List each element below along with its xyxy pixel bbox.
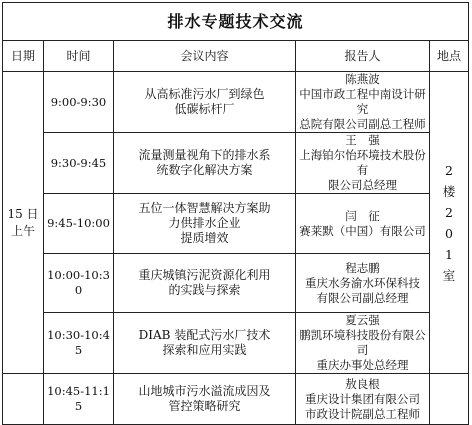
speaker-cell (296, 133, 430, 194)
topic-cell (114, 72, 296, 133)
speaker-cell (296, 194, 430, 254)
topic-line: 重庆城镇污泥资源化利用 (138, 268, 271, 282)
speaker-cell (296, 72, 430, 133)
topic-cell (114, 133, 296, 194)
topic-line: 五位一体智慧解决方案助 (138, 201, 271, 215)
venue-char: 2 (445, 204, 453, 220)
header-date: 日期 (3, 41, 44, 72)
schedule-row (3, 254, 469, 313)
schedule-row (3, 374, 469, 425)
venue-cell (430, 72, 469, 374)
speaker-line: 赛莱默（中国）有限公司 (299, 223, 426, 238)
speaker-cell (296, 374, 430, 425)
schedule-row (3, 133, 469, 194)
time-cell: 9:30-9:45 (44, 133, 114, 194)
header-content: 会议内容 (114, 41, 296, 72)
topic-line: 统数字化解决方案 (156, 163, 253, 177)
date-line: 上午 (10, 223, 35, 238)
schedule-row (3, 313, 469, 374)
speaker-line: 敖良根 (345, 376, 380, 391)
time-cell: 9:00-9:30 (44, 72, 114, 133)
header-venue: 地点 (430, 41, 469, 72)
topic-cell (114, 194, 296, 254)
topic-line: 力供排水企业 (168, 216, 241, 230)
speaker-line: 有限公司副总经理 (316, 290, 409, 305)
speaker-line: 闫 征 (345, 208, 380, 223)
speaker-line: 重庆设计集团有限公司 (305, 391, 420, 406)
table-title: 排水专题技术交流 (3, 3, 469, 41)
speaker-line: 限公司总经理 (328, 178, 397, 192)
venue-cell-empty (430, 374, 469, 425)
topic-line: 低碳标杆厂 (174, 102, 235, 116)
topic-line: 管控策略研究 (168, 399, 241, 413)
venue-char: 楼 (442, 183, 456, 199)
date-cell (3, 72, 44, 374)
speaker-cell (296, 313, 430, 374)
topic-line: 提质增效 (180, 231, 229, 245)
topic-cell (114, 374, 296, 425)
time-cell: 10:00-10:30 (44, 254, 114, 313)
speaker-line: 王 强 (345, 133, 380, 147)
date-line: 15 日 (7, 206, 39, 221)
schedule-row (3, 72, 469, 133)
schedule-document (2, 2, 468, 421)
topic-line: 山地城市污水溢流成因及 (138, 384, 271, 398)
time-cell: 10:45-11:15 (44, 374, 114, 425)
speaker-line: 陈燕波 (345, 72, 380, 86)
time-cell: 9:45-10:00 (44, 194, 114, 254)
speaker-line: 市政设计院副总工程师 (305, 406, 420, 421)
speaker-line: 重庆办事处总经理 (316, 358, 409, 372)
venue-char: 0 (445, 225, 453, 241)
venue-char: 2 (445, 162, 453, 178)
schedule-table (2, 2, 469, 425)
header-time: 时间 (44, 41, 114, 72)
speaker-line: 夏云强 (345, 313, 380, 327)
header-speaker: 报告人 (296, 41, 430, 72)
topic-line: 的实践与探索 (168, 283, 241, 297)
speaker-line: 中国市政工程中南设计研究 (299, 87, 426, 116)
topic-line: 从高标准污水厂到绿色 (144, 87, 265, 101)
date-cell-empty (3, 374, 44, 425)
speaker-line: 总院有限公司副总工程师 (299, 117, 426, 131)
speaker-cell (296, 254, 430, 313)
time-cell: 10:30-10:45 (44, 313, 114, 374)
topic-line: 探索和应用实践 (162, 343, 247, 357)
venue-char: 室 (442, 267, 456, 283)
topic-line: 流量测量视角下的排水系 (138, 148, 271, 162)
speaker-line: 上海铂尔怡环境技术股份有 (299, 148, 426, 177)
topic-line: DIAB 装配式污水厂技术 (138, 328, 271, 342)
venue-char: 1 (445, 246, 453, 262)
speaker-line: 鹏凯环境科技股份有限公司 (299, 328, 426, 357)
topic-cell (114, 254, 296, 313)
speaker-line: 重庆水务渝水环保科技 (305, 275, 420, 290)
topic-cell (114, 313, 296, 374)
schedule-row (3, 194, 469, 254)
speaker-line: 程志鹏 (345, 260, 380, 275)
